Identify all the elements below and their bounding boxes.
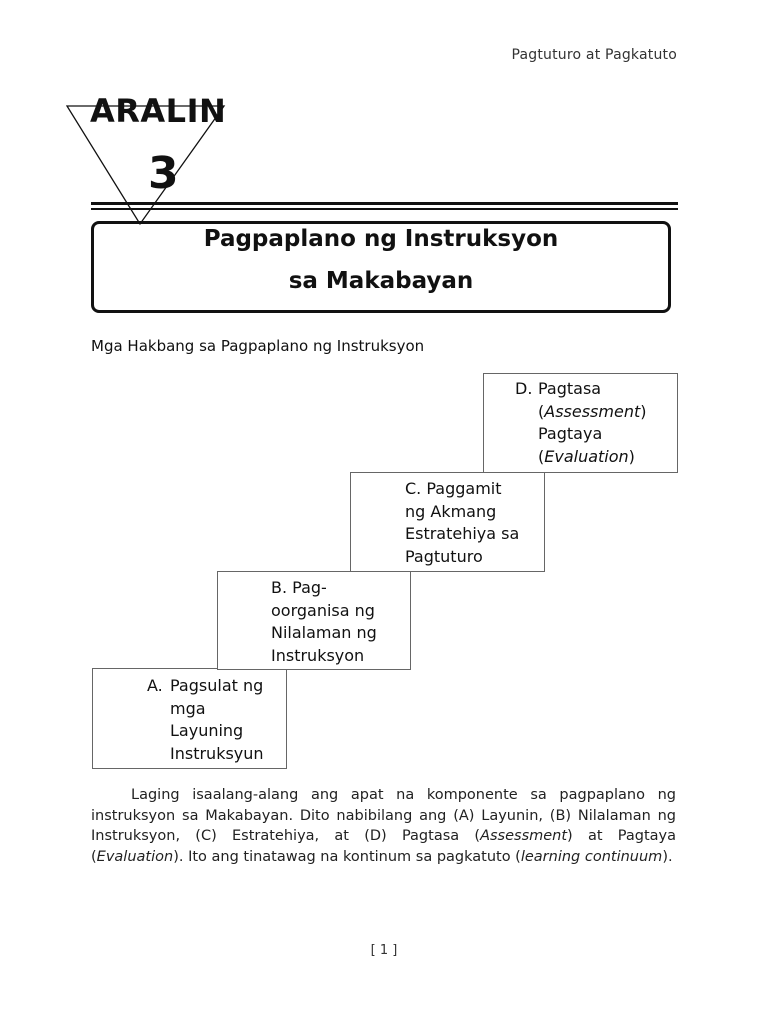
- lesson-title-line-2: sa Makabayan: [288, 268, 474, 294]
- paragraph-run: ).: [662, 848, 673, 865]
- step-d-line: Pagtasa: [538, 379, 602, 398]
- step-box-d: [483, 373, 678, 473]
- step-c-line: Pagtuturo: [405, 546, 483, 566]
- step-d-evaluation: Evaluation: [544, 446, 629, 466]
- step-d-paren: (: [538, 401, 545, 421]
- paragraph-run: ) at Pagtaya (: [91, 828, 676, 865]
- step-a-line: Instruksyun: [170, 743, 264, 763]
- step-b-line: Instruksyon: [271, 645, 365, 665]
- step-b-line: B. Pag-: [271, 578, 327, 597]
- paragraph-em: learning continuum: [520, 848, 663, 865]
- paragraph-em: Assessment: [480, 828, 568, 844]
- step-a-line: Layuning: [170, 721, 244, 740]
- step-c-line: C. Paggamit: [405, 479, 502, 498]
- step-d-paren: (: [538, 446, 545, 466]
- paragraph-run: ). Ito ang tinatawag na kontinum sa pagkatuto (: [173, 848, 521, 865]
- step-d-paren: ): [640, 401, 647, 421]
- lesson-title-box: [91, 221, 671, 313]
- step-d-line: Pagtaya: [538, 424, 603, 443]
- step-a-line: Pagsulat ng: [170, 676, 264, 695]
- paragraph-em: Evaluation: [96, 848, 174, 865]
- page-number: [ 1 ]: [370, 943, 398, 958]
- step-a-line: mga: [170, 698, 206, 718]
- lesson-number: 3: [148, 148, 179, 199]
- lesson-label: ARALIN: [90, 92, 227, 130]
- step-a-text: [170, 675, 264, 765]
- header-rule-thick: [91, 202, 678, 205]
- section-heading: Mga Hakbang sa Pagpaplano ng Instruksyon: [91, 337, 425, 355]
- step-a-letter: A.: [147, 676, 163, 695]
- step-box-c: [350, 472, 545, 572]
- step-b-line: oorganisa ng: [271, 600, 375, 620]
- step-d-assessment: Assessment: [544, 401, 641, 421]
- step-box-b: [217, 571, 411, 670]
- header-rule-thin: [91, 208, 678, 210]
- step-c-text: [405, 478, 519, 568]
- step-d-text: [538, 378, 646, 468]
- step-d-line: [538, 446, 646, 469]
- step-box-a: [92, 668, 287, 769]
- step-b-text: [271, 577, 377, 667]
- lesson-title-line-1: Pagpaplano ng Instruksyon: [203, 226, 559, 252]
- step-b-line: Nilalaman ng: [271, 623, 377, 642]
- body-paragraph: [91, 785, 676, 867]
- step-c-line: Estratehiya sa: [405, 524, 520, 543]
- step-d-letter: D.: [515, 379, 533, 398]
- step-d-paren: ): [628, 446, 635, 466]
- step-d-line: [538, 401, 646, 424]
- step-c-line: ng Akmang: [405, 501, 497, 521]
- paragraph-text: [91, 785, 676, 867]
- paragraph-run: Laging isaalang-alang ang apat na komponente sa pagpaplano ng instruksyon sa Makabayan. Dito nabibilang ang (A) Layunin, (B) Nilalaman ng Instruksyon, (C) Estratehiya, at (D) Pagtasa (: [91, 787, 676, 844]
- running-header: Pagtuturo at Pagkatuto: [511, 47, 677, 63]
